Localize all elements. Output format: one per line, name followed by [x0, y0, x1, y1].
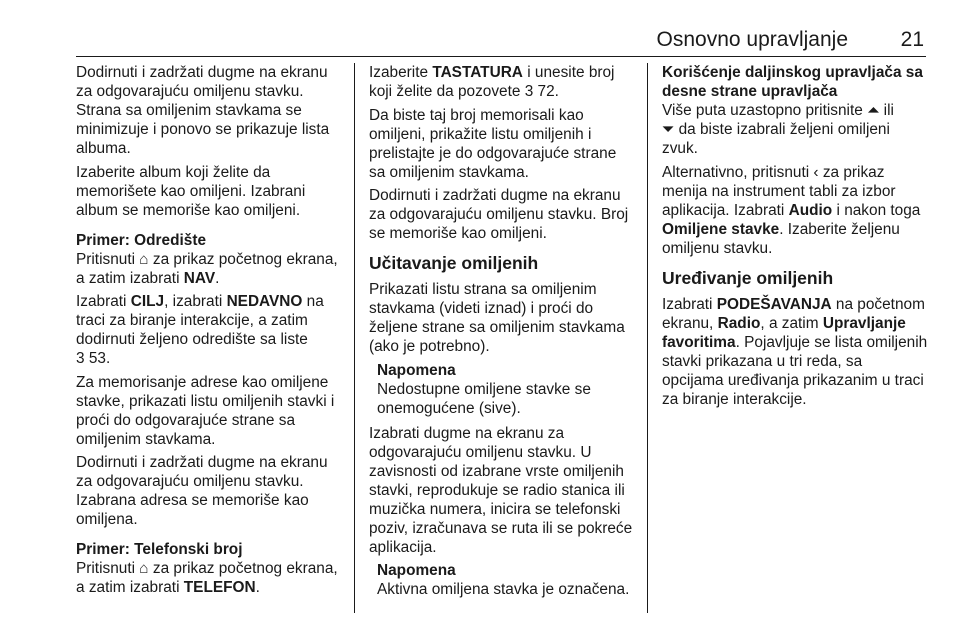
paragraph: Dodirnuti i zadržati dugme na ekranu za odgovarajuću omiljenu stavku. Broj se memoriše kao omiljeni. [369, 187, 629, 242]
home-icon: ⌂ [139, 250, 149, 268]
column-middle [369, 63, 635, 605]
paragraph: Za memorisanje adrese kao omiljene stavke, prikazati listu omiljenih stavki i proći do odgovarajuće strane sa omiljenim stavkama. [76, 373, 335, 448]
section-heading: Uređivanje omiljenih [662, 267, 834, 288]
section-heading: Korišćenje daljinskog upravljača sa desne strane upravljača [662, 64, 923, 100]
section-heading: Primer: Odredište [76, 231, 207, 249]
home-icon: ⌂ [139, 560, 149, 577]
note-block [369, 561, 635, 599]
paragraph: Prikazati listu strana sa omiljenim stavkama (videti iznad) i proći do željene strane sa omiljenim stavkama (ako je potrebno). [369, 281, 625, 355]
paragraph: Izaberite album koji želite da memorišete kao omiljeni. Izabrani album se memoriše kao omiljeni. [76, 163, 306, 219]
paragraph: Više puta uzastopno pritisnite ⏶ ili ⏷ da biste izabrali željeni omiljeni zvuk. [662, 102, 894, 157]
paragraph: Izaberite TASTATURA i unesite broj koji želite da pozovete 3 72. [369, 64, 615, 100]
section-heading: Učitavanje omiljenih [369, 253, 539, 273]
note-text: Nedostupne omiljene stavke se onemogućene (sive). [377, 380, 591, 417]
paragraph: Pritisnuti ⌂ za prikaz početnog ekrana, a zatim izabrati TELEFON. [76, 560, 338, 596]
column-divider [647, 63, 648, 613]
paragraph: Izabrati CILJ, izabrati NEDAVNO na traci za biranje interakcije, a zatim dodirnuti željeno odredište sa liste 3 53. [76, 293, 324, 367]
note-title: Napomena [377, 562, 456, 579]
scroll-down-icon: ⏷ [662, 121, 675, 138]
note-title: Napomena [377, 361, 456, 379]
scroll-up-icon: ⏶ [867, 102, 880, 119]
page-number: 21 [900, 28, 924, 51]
section-heading: Primer: Telefonski broj [76, 541, 243, 558]
paragraph: Izabrati dugme na ekranu za odgovarajuću omiljenu stavku. U zavisnosti od izabrane vrste omiljenih stavki, reprodukuje se radio stanica ili muzička numera, inicira se telefonski poziv, izračunava se ruta ili se pokreće aplikacija. [369, 424, 633, 556]
note-text: Aktivna omiljena stavka je označena. [377, 581, 630, 598]
page-title: Osnovno upravljanje [656, 28, 848, 51]
column-divider [354, 63, 355, 613]
column-right [662, 63, 928, 413]
note-block [369, 361, 635, 418]
back-icon: ‹ [813, 163, 819, 181]
paragraph: Dodirnuti i zadržati dugme na ekranu za odgovarajuću omiljenu stavku. Izabrana adresa se memoriše kao omiljena. [76, 454, 328, 528]
paragraph: Alternativno, pritisnuti ‹ za prikaz menija na instrument tabli za izbor aplikacija. Izabrati Audio i nakon toga Omiljene stavke. Izaberite željenu omiljenu stavku. [662, 163, 921, 257]
column-left [76, 63, 344, 602]
paragraph: Da biste taj broj memorisali kao omiljeni, prikažite listu omiljenih i prelistajte je do odgovarajuće strane sa omiljenim stavkama. [369, 106, 617, 181]
page-header [76, 26, 926, 57]
paragraph: Dodirnuti i zadržati dugme na ekranu za odgovarajuću omiljenu stavku. Strana sa omiljenim stavkama se minimizuje i ponovo se prikazuje lista albuma. [76, 64, 330, 157]
paragraph: Pritisnuti ⌂ za prikaz početnog ekrana, a zatim izabrati NAV. [76, 250, 338, 287]
page-reference-icon: 3 [524, 83, 534, 100]
page-reference-icon: 3 [76, 350, 85, 367]
paragraph: Izabrati PODEŠAVANJA na početnom ekranu, Radio, a zatim Upravljanje favoritima. Pojavljuje se lista omiljenih stavki prikazana u tri reda, sa opcijama uređivanja prikazanim u traci za biranje interakcije. [662, 295, 928, 408]
